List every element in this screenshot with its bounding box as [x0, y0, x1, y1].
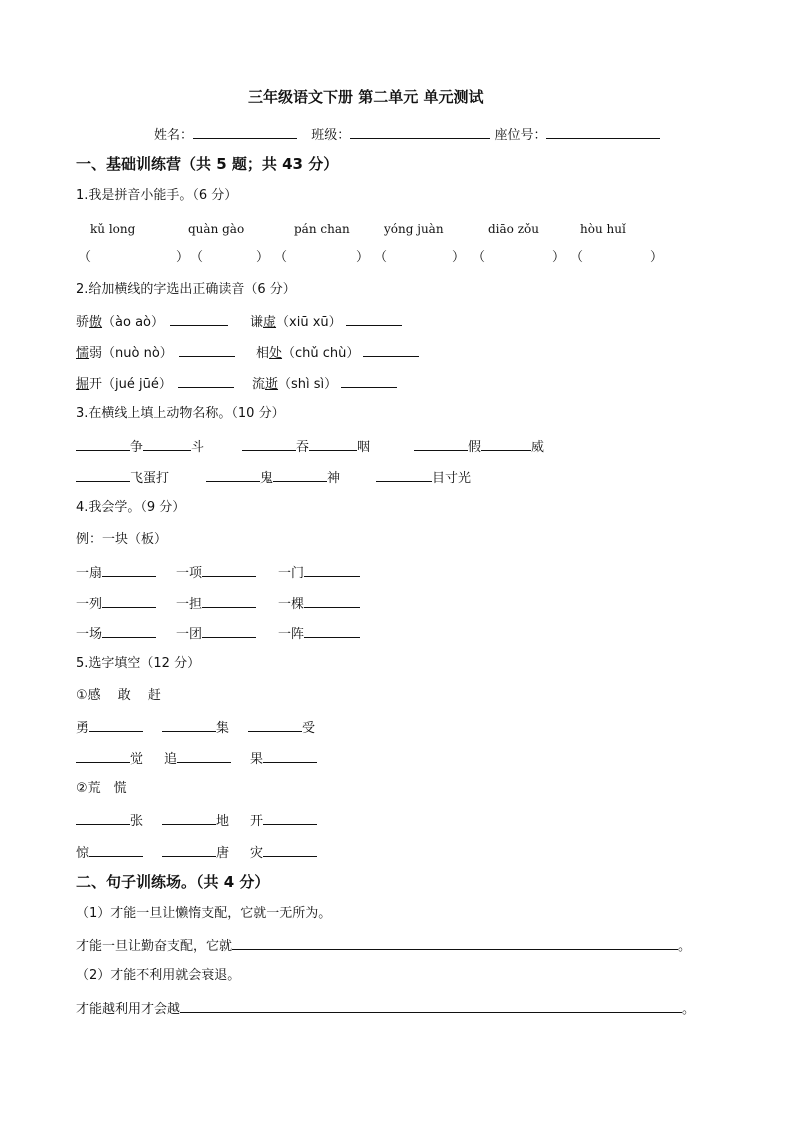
q2-char: 开: [89, 377, 103, 392]
answer-paren-open: （: [274, 250, 288, 265]
pinyin-item: yóng juàn: [384, 222, 444, 236]
fill-char-item: [164, 749, 231, 769]
q2-options: （shì sì）: [278, 377, 338, 392]
q2-item: [76, 312, 228, 332]
fill-blank[interactable]: [162, 718, 216, 732]
seat-label: 座位号：: [494, 128, 547, 143]
idiom-char: 神: [327, 471, 341, 486]
sentence-period: 。: [682, 1002, 696, 1017]
fill-blank[interactable]: [263, 811, 317, 825]
q2-answer-blank[interactable]: [179, 343, 235, 357]
idiom-char: 飞蛋打: [130, 471, 170, 486]
measure-word: 一门: [278, 566, 305, 581]
q2-answer-blank[interactable]: [170, 312, 228, 326]
q2-char: 骄: [76, 315, 90, 330]
name-field[interactable]: [193, 125, 297, 139]
fill-char-item: [250, 749, 317, 769]
pinyin-item: quàn gào: [188, 222, 245, 236]
measure-blank[interactable]: [202, 624, 256, 638]
fill-char: 集: [216, 721, 230, 736]
fill-char-item: [76, 811, 143, 831]
q5-prompt: 5.选字填空（12 分）: [76, 656, 201, 671]
q2-item: [76, 343, 235, 363]
fill-blank[interactable]: [76, 749, 130, 763]
q3-prompt: 3.在横线上填上动物名称。（10 分）: [76, 406, 285, 421]
measure-word-item: [278, 563, 360, 583]
measure-word: 一团: [176, 627, 203, 642]
measure-word: 一项: [176, 566, 203, 581]
answer-paren-open: （: [570, 250, 584, 265]
answer-paren-close: ）: [356, 250, 370, 265]
fill-char-item: [248, 718, 315, 738]
measure-word-item: [176, 624, 256, 644]
answer-paren-open: （: [472, 250, 486, 265]
q4-example: 例：一块（板）: [76, 532, 168, 547]
fill-char: 果: [250, 752, 264, 767]
section1-heading: 一、基础训练营（共 5 题；共 43 分）: [76, 155, 339, 173]
q2-answer-blank[interactable]: [178, 374, 234, 388]
q3-idiom: [376, 468, 471, 488]
sentence-prefix: 才能一旦让勤奋支配，它就: [76, 939, 233, 954]
idiom-char: 咽: [357, 440, 371, 455]
animal-blank[interactable]: [76, 437, 130, 451]
measure-word: 一担: [176, 597, 203, 612]
q2-underlined-char: 傲: [89, 315, 103, 330]
animal-blank[interactable]: [206, 468, 260, 482]
measure-word: 一扇: [76, 566, 103, 581]
sentence-1-rewrite: [76, 936, 691, 956]
q3-idiom: [414, 437, 544, 457]
fill-char-item: [162, 811, 229, 831]
fill-char: 灾: [250, 846, 264, 861]
q2-char: 流: [252, 377, 266, 392]
q1-prompt: 1.我是拼音小能手。（6 分）: [76, 188, 238, 203]
class-field[interactable]: [350, 125, 490, 139]
student-info-row: [154, 125, 660, 145]
measure-word: 一列: [76, 597, 103, 612]
fill-blank[interactable]: [89, 718, 143, 732]
pinyin-item: hòu huǐ: [580, 222, 626, 236]
measure-word: 一棵: [278, 597, 305, 612]
q5-group1-chars: ①感 敢 赶: [76, 688, 161, 703]
answer-paren-close: ）: [256, 250, 270, 265]
measure-blank[interactable]: [102, 594, 156, 608]
fill-blank[interactable]: [162, 811, 216, 825]
seat-field[interactable]: [546, 125, 660, 139]
q2-options: （xiū xū）: [276, 315, 342, 330]
q2-prompt: 2.给加横线的字选出正确读音（6 分）: [76, 282, 296, 297]
q2-underlined-char: 掘: [76, 377, 90, 392]
measure-blank[interactable]: [102, 563, 156, 577]
fill-char-item: [76, 749, 143, 769]
measure-word-item: [278, 594, 360, 614]
q2-options: （ào aò）: [102, 315, 165, 330]
fill-blank[interactable]: [177, 749, 231, 763]
measure-blank[interactable]: [304, 624, 360, 638]
animal-blank[interactable]: [242, 437, 296, 451]
q2-options: （jué jūé）: [102, 377, 172, 392]
fill-char: 受: [302, 721, 316, 736]
q2-item: [250, 312, 402, 332]
measure-word-item: [76, 563, 156, 583]
idiom-char: 威: [531, 440, 545, 455]
answer-paren-open: （: [190, 250, 204, 265]
measure-word-item: [76, 624, 156, 644]
idiom-char: 争: [130, 440, 144, 455]
q2-underlined-char: 虚: [263, 315, 277, 330]
pinyin-item: diāo zǒu: [488, 222, 539, 236]
animal-blank[interactable]: [143, 437, 191, 451]
section2-heading: 二、句子训练场。（共 4 分）: [76, 873, 270, 891]
answer-paren-close: ）: [650, 250, 664, 265]
animal-blank[interactable]: [76, 468, 130, 482]
q3-idiom: [206, 468, 340, 488]
measure-blank[interactable]: [304, 563, 360, 577]
measure-word-item: [278, 624, 360, 644]
measure-blank[interactable]: [202, 594, 256, 608]
idiom-char: 斗: [191, 440, 205, 455]
measure-word-item: [76, 594, 156, 614]
fill-blank[interactable]: [248, 718, 302, 732]
fill-blank[interactable]: [162, 843, 216, 857]
fill-blank[interactable]: [263, 843, 317, 857]
answer-paren-close: ）: [176, 250, 190, 265]
q4-prompt: 4.我会学。（9 分）: [76, 500, 186, 515]
animal-blank[interactable]: [273, 468, 327, 482]
q2-char: 弱: [89, 346, 103, 361]
q5-group2-chars: ②荒 慌: [76, 781, 127, 796]
q3-idiom: [76, 437, 204, 457]
q2-char: 相: [256, 346, 270, 361]
page-title: 三年级语文下册 第二单元 单元测试: [248, 88, 484, 106]
q2-item: [76, 374, 234, 394]
sentence-blank[interactable]: [180, 999, 682, 1013]
q2-answer-blank[interactable]: [341, 374, 397, 388]
fill-char: 觉: [130, 752, 144, 767]
answer-paren-close: ）: [552, 250, 566, 265]
animal-blank[interactable]: [481, 437, 531, 451]
class-label: 班级：: [311, 128, 351, 143]
sentence-1: （1）才能一旦让懒惰支配，它就一无所为。: [76, 906, 332, 921]
fill-char: 唐: [216, 846, 230, 861]
sentence-period: 。: [678, 939, 692, 954]
fill-char: 惊: [76, 846, 90, 861]
measure-word-item: [176, 594, 256, 614]
fill-char-item: [162, 718, 229, 738]
q2-underlined-char: 逝: [265, 377, 279, 392]
measure-word: 一阵: [278, 627, 305, 642]
animal-blank[interactable]: [376, 468, 432, 482]
animal-blank[interactable]: [309, 437, 357, 451]
answer-paren-open: （: [78, 250, 92, 265]
fill-char: 开: [250, 814, 264, 829]
sentence-2: （2）才能不利用就会衰退。: [76, 968, 241, 983]
q2-char: 谦: [250, 315, 264, 330]
fill-blank[interactable]: [263, 749, 317, 763]
measure-blank[interactable]: [102, 624, 156, 638]
name-label: 姓名：: [154, 128, 194, 143]
q2-item: [252, 374, 397, 394]
q2-answer-blank[interactable]: [363, 343, 419, 357]
idiom-char: 吞: [296, 440, 310, 455]
fill-char: 张: [130, 814, 144, 829]
measure-blank[interactable]: [304, 594, 360, 608]
q2-options: （nuò nò）: [102, 346, 173, 361]
sentence-2-rewrite: [76, 999, 695, 1019]
idiom-char: 鬼: [260, 471, 274, 486]
fill-char-item: [76, 718, 143, 738]
fill-blank[interactable]: [76, 811, 130, 825]
measure-blank[interactable]: [202, 563, 256, 577]
q2-underlined-char: 处: [269, 346, 283, 361]
fill-char-item: [76, 843, 143, 863]
q2-answer-blank[interactable]: [346, 312, 402, 326]
q3-idiom: [76, 468, 169, 488]
sentence-blank[interactable]: [232, 936, 678, 950]
fill-char-item: [250, 843, 317, 863]
fill-char: 勇: [76, 721, 90, 736]
idiom-char: 假: [468, 440, 482, 455]
fill-char: 地: [216, 814, 230, 829]
q3-idiom: [242, 437, 370, 457]
answer-paren-close: ）: [452, 250, 466, 265]
q2-options: （chǔ chù）: [282, 346, 360, 361]
q2-item: [256, 343, 419, 363]
idiom-char: 目寸光: [432, 471, 472, 486]
fill-char: 追: [164, 752, 178, 767]
pinyin-item: pán chan: [294, 222, 350, 236]
fill-char-item: [162, 843, 229, 863]
animal-blank[interactable]: [414, 437, 468, 451]
pinyin-item: kǔ long: [90, 222, 136, 236]
fill-char-item: [250, 811, 317, 831]
fill-blank[interactable]: [89, 843, 143, 857]
sentence-prefix: 才能越利用才会越: [76, 1002, 181, 1017]
q2-underlined-char: 懦: [76, 346, 90, 361]
measure-word: 一场: [76, 627, 103, 642]
measure-word-item: [176, 563, 256, 583]
answer-paren-open: （: [374, 250, 388, 265]
